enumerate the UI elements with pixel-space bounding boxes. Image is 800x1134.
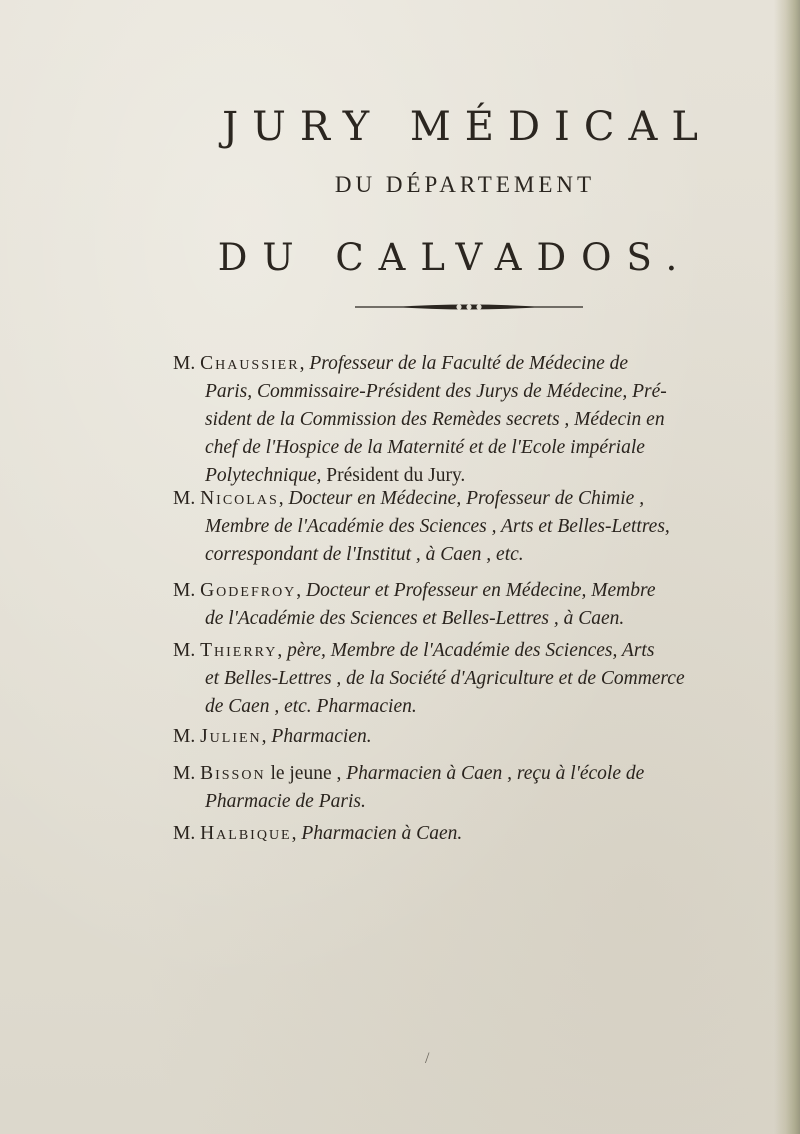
- jury-member-entry: [173, 485, 793, 569]
- member-title-text: Membre de l'Académie des Sciences , Arts et Belles-Lettres,: [205, 516, 670, 537]
- member-name: Halbique: [200, 823, 292, 844]
- member-prefix: M.: [173, 640, 196, 661]
- ornamental-rule: [355, 303, 583, 311]
- entry-line: [173, 665, 793, 693]
- member-title-text: Pharmacie de Paris.: [205, 791, 366, 812]
- member-title-text: correspondant de l'Institut , à Caen , etc.: [205, 544, 524, 565]
- jury-member-entry: [173, 577, 793, 633]
- member-title-text: Docteur en Médecine, Professeur de Chimie ,: [288, 488, 645, 509]
- member-prefix: M.: [173, 488, 196, 509]
- member-name: Bisson: [200, 763, 266, 784]
- footer-mark: /: [425, 1050, 430, 1067]
- entry-first-line: M. Halbique, Pharmacien à Caen.: [173, 823, 463, 844]
- member-title-text: de l'Académie des Sciences et Belles-Lettres , à Caen.: [205, 608, 625, 629]
- entry-first-line: M. Godefroy, Docteur et Professeur en Médecine, Membre: [173, 580, 656, 601]
- member-name: Nicolas: [200, 488, 279, 509]
- title-jury-medical: JURY MÉDICAL: [222, 104, 712, 150]
- member-title-text: Docteur et Professeur en Médecine, Membre: [306, 580, 656, 601]
- jury-member-entry: [173, 637, 793, 721]
- member-prefix: M.: [173, 580, 196, 601]
- member-prefix: M.: [173, 726, 196, 747]
- entry-line: [173, 513, 793, 541]
- member-title-text: Paris, Commissaire-Président des Jurys de Médecine, Pré-: [205, 381, 667, 402]
- member-title-text: Pharmacien.: [271, 726, 372, 747]
- member-title-text: Professeur de la Faculté de Médecine de: [309, 353, 629, 374]
- member-title-text: Polytechnique,: [205, 465, 322, 486]
- member-name: Chaussier: [200, 353, 300, 374]
- entry-first-line: M. Julien, Pharmacien.: [173, 726, 372, 747]
- entry-line: [173, 406, 793, 434]
- member-role-text: le jeune ,: [270, 763, 347, 784]
- member-prefix: M.: [173, 353, 196, 374]
- jury-member-entry: [173, 350, 793, 490]
- member-prefix: M.: [173, 763, 196, 784]
- entry-line: [173, 788, 793, 816]
- member-name: Godefroy: [200, 580, 297, 601]
- entry-line: [173, 693, 793, 721]
- entry-line: [173, 434, 793, 462]
- member-title-text: Pharmacien à Caen.: [301, 823, 463, 844]
- entry-first-line: [173, 760, 793, 788]
- entry-line: [173, 378, 793, 406]
- member-title-text: Pharmacien à Caen , reçu à l'école de: [346, 763, 645, 784]
- title-du-departement: DU DÉPARTEMENT: [334, 172, 596, 197]
- member-prefix: M.: [173, 823, 196, 844]
- member-name: Julien: [200, 726, 262, 747]
- member-role-text: Président du Jury.: [321, 465, 466, 486]
- member-name: Thierry: [200, 640, 278, 661]
- jury-member-entry: [173, 820, 793, 848]
- member-title-text: et Belles-Lettres , de la Société d'Agriculture et de Commerce: [205, 668, 685, 689]
- jury-member-entry: [173, 760, 793, 816]
- member-title-text: sident de la Commission des Remèdes secrets , Médecin en: [205, 409, 665, 430]
- entry-line: [173, 605, 793, 633]
- entry-first-line: M. Nicolas, Docteur en Médecine, Professeur de Chimie ,: [173, 488, 645, 509]
- entry-first-line: M. Chaussier, Professeur de la Faculté de Médecine de: [173, 353, 629, 374]
- member-title-text: père, Membre de l'Académie des Sciences, Arts: [287, 640, 655, 661]
- jury-member-entry: [173, 723, 793, 751]
- entry-line: [173, 541, 793, 569]
- member-title-text: chef de l'Hospice de la Maternité et de l'Ecole impériale: [205, 437, 645, 458]
- entry-first-line: M. Thierry, père, Membre de l'Académie des Sciences, Arts: [173, 640, 655, 661]
- title-du-calvados: DU CALVADOS.: [217, 236, 693, 279]
- member-title-text: de Caen , etc. Pharmacien.: [205, 696, 417, 717]
